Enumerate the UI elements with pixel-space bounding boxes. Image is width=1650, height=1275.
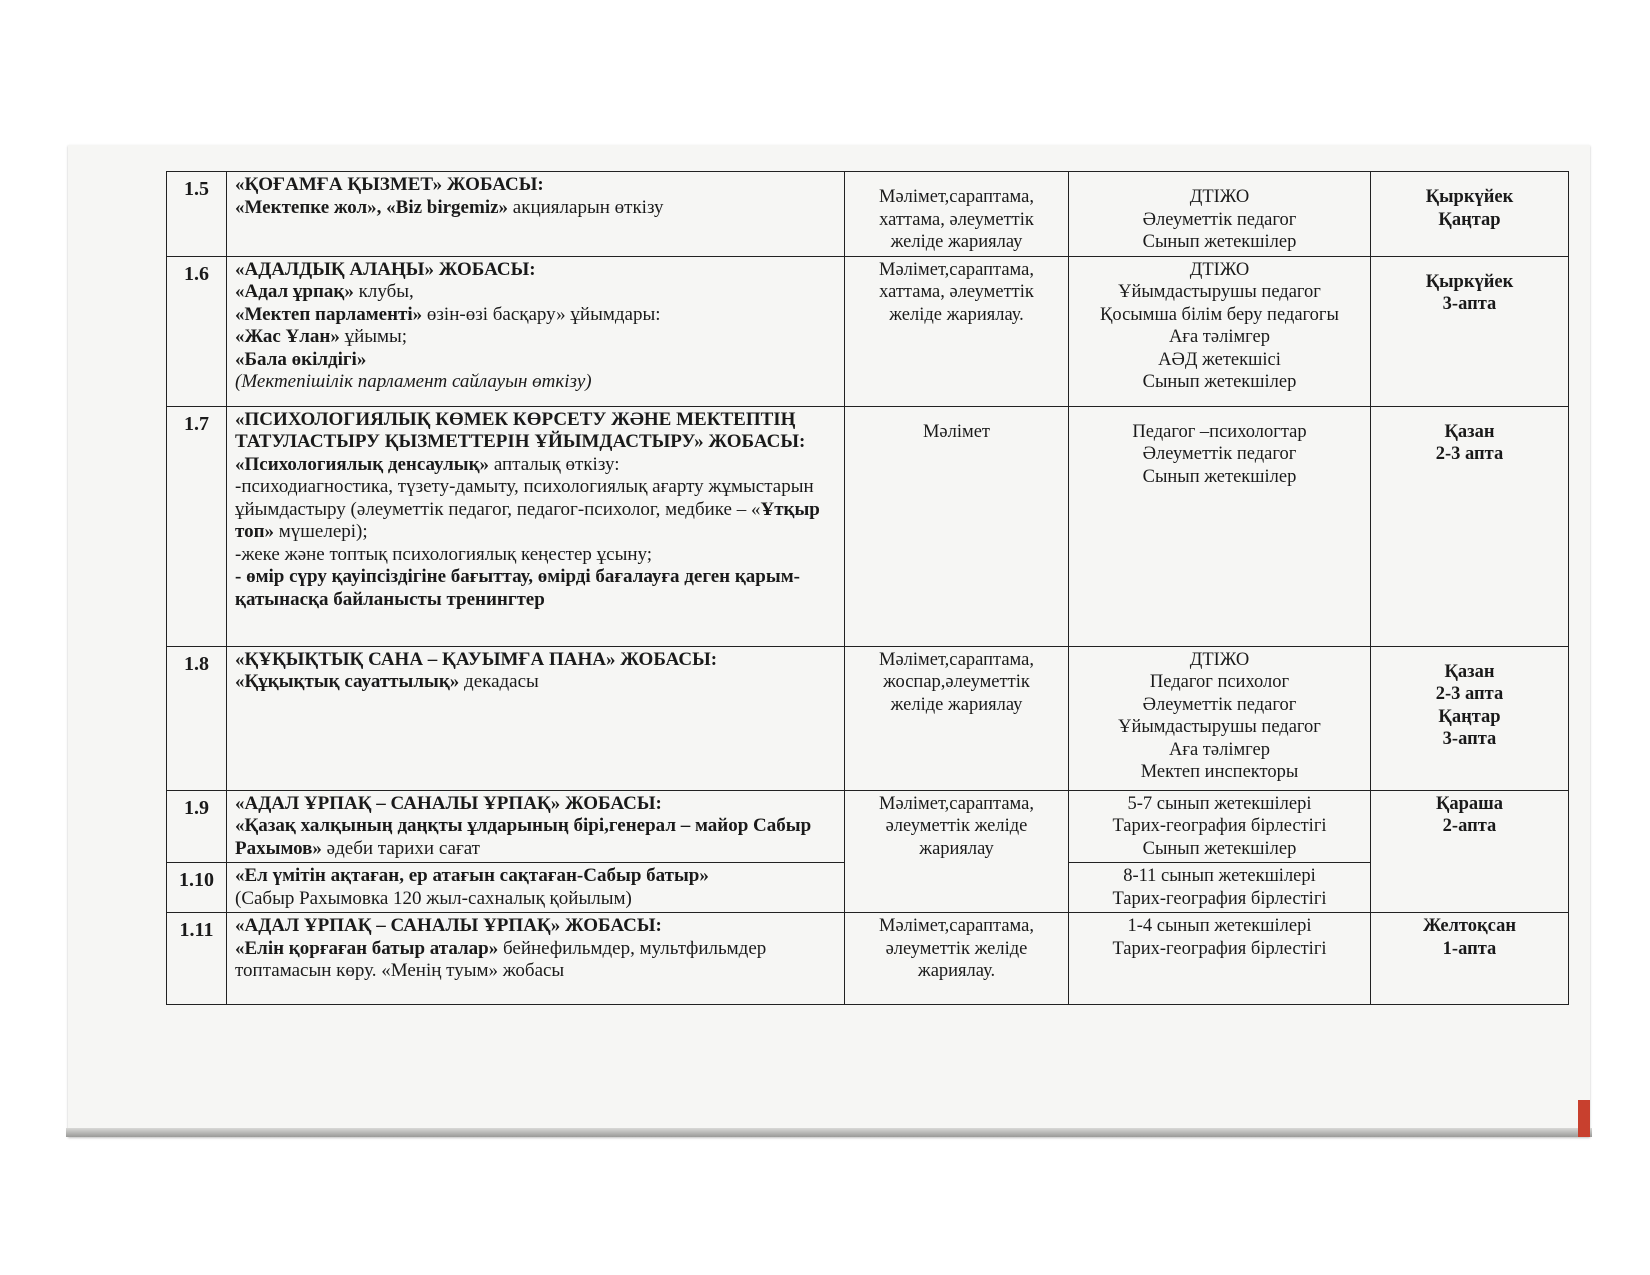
row-number: 1.9 — [167, 790, 227, 863]
project-title: «АДАЛ ҰРПАҚ – САНАЛЫ ҰРПАҚ» ЖОБАСЫ: — [235, 915, 662, 936]
project-title: «ПСИХОЛОГИЯЛЫҚ КӨМЕК КӨРСЕТУ ЖӘНЕ МЕКТЕПТІҢ ТАТУЛАСТЫРУ ҚЫЗМЕТТЕРІН ҰЙЫМДАСТЫРУ» ЖОБАСЫ: — [235, 408, 806, 452]
project-title: «АДАЛДЫҚ АЛАҢЫ» ЖОБАСЫ: — [235, 258, 536, 280]
responsible-cell: 1-4 сынып жетекшілері Тарих-география бірлестігі — [1069, 913, 1371, 1005]
responsible-cell: ДТІЖО Әлеуметтік педагог Сынып жетекшілер — [1069, 172, 1371, 257]
date-cell: Қыркүйек Қаңтар — [1371, 172, 1569, 257]
date-cell: Қазан 2-3 апта Қаңтар 3-апта — [1371, 646, 1569, 790]
result-cell: Мәлімет — [845, 406, 1069, 646]
table-row — [167, 646, 1569, 790]
table-row — [167, 172, 1569, 257]
row-number: 1.7 — [167, 406, 227, 646]
event-cell: «ҚҰҚЫҚТЫҚ САНА – ҚАУЫМҒА ПАНА» ЖОБАСЫ: «Құқықтық сауаттылық» декадасы — [227, 646, 845, 790]
red-strip — [1578, 1100, 1590, 1137]
row-number: 1.8 — [167, 646, 227, 790]
event-cell: «Ел үмітін ақтаған, ер атағын сақтаған-Сабыр батыр» (Сабыр Рахымовка 120 жыл-сахналық қойылым) — [227, 863, 845, 913]
project-title: «АДАЛ ҰРПАҚ – САНАЛЫ ҰРПАҚ» ЖОБАСЫ: — [235, 792, 662, 814]
row-number: 1.11 — [167, 913, 227, 1005]
row-number: 1.5 — [167, 172, 227, 257]
date-cell: Қараша 2-апта — [1371, 790, 1569, 913]
event-cell: «АДАЛ ҰРПАҚ – САНАЛЫ ҰРПАҚ» ЖОБАСЫ: «Елін қорғаған батыр аталар» бейнефильмдер, мультфильмдер топтамасын көру. «Менің туым» жобасы — [227, 913, 845, 1005]
table-row — [167, 406, 1569, 646]
event-cell: «АДАЛ ҰРПАҚ – САНАЛЫ ҰРПАҚ» ЖОБАСЫ: «Қазақ халқының даңқты ұлдарының бірі,генерал – майор Сабыр Рахымов» әдеби тарихи сағат — [227, 790, 845, 863]
event-line: «Мектепке жол», «Biz birgemiz» акцияларын өткізу — [235, 196, 664, 218]
date-cell: Қыркүйек 3-апта — [1371, 256, 1569, 406]
responsible-cell: 5-7 сынып жетекшілері Тарих-география бірлестігі Сынып жетекшілер — [1069, 790, 1371, 863]
table-row — [167, 913, 1569, 1005]
date-cell: Желтоқсан 1-апта — [1371, 913, 1569, 1005]
responsible-cell: ДТІЖО Педагог психолог Әлеуметтік педагог Ұйымдастырушы педагог Аға тәлімгер Мектеп инспекторы — [1069, 646, 1371, 790]
plan-table — [166, 171, 1569, 1005]
responsible-cell: Педагог –психологтар Әлеуметтік педагог Сынып жетекшілер — [1069, 406, 1371, 646]
responsible-cell: ДТІЖО Ұйымдастырушы педагог Қосымша білім беру педагогы Аға тәлімгер АӘД жетекшісі Сынып жетекшілер — [1069, 256, 1371, 406]
responsible-cell: 8-11 сынып жетекшілері Тарих-география бірлестігі — [1069, 863, 1371, 913]
italic-note: (Мектепішілік парламент сайлауын өткізу) — [235, 371, 592, 392]
table-row — [167, 256, 1569, 406]
event-cell — [227, 172, 845, 257]
row-number: 1.6 — [167, 256, 227, 406]
result-cell: Мәлімет,сараптама, хаттама, әлеуметтік желіде жариялау. — [845, 256, 1069, 406]
result-cell: Мәлімет,сараптама, хаттама, әлеуметтік желіде жариялау — [845, 172, 1069, 257]
table-row — [167, 790, 1569, 863]
result-cell: Мәлімет,сараптама, әлеуметтік желіде жариялау — [845, 790, 1069, 913]
paper-edge — [66, 1128, 1592, 1137]
result-cell: Мәлімет,сараптама, әлеуметтік желіде жариялау. — [845, 913, 1069, 1005]
result-cell: Мәлімет,сараптама, жоспар,әлеуметтік желіде жариялау — [845, 646, 1069, 790]
event-cell: «АДАЛДЫҚ АЛАҢЫ» ЖОБАСЫ: «Адал ұрпақ» клубы, «Мектеп парламенті» өзін-өзі басқару» ұйымдары: «Жас Ұлан» ұйымы; «Бала өкілдігі» (Мектепішілік парламент сайлауын өткізу) — [227, 256, 845, 406]
event-cell: «ПСИХОЛОГИЯЛЫҚ КӨМЕК КӨРСЕТУ ЖӘНЕ МЕКТЕПТІҢ ТАТУЛАСТЫРУ ҚЫЗМЕТТЕРІН ҰЙЫМДАСТЫРУ» ЖОБАСЫ: «Психологиялық денсаулық» апталық өткізу: -психодиагностика, түзету-дамыту, психологиялық ағарту жұмыстарын ұйымдастыру (әлеуметтік педагог, педагог-психолог, медбике – «Ұтқыр топ» мүшелері); -жеке және топтық психологиялық кеңестер ұсыну; - өмір сүру қауіпсіздігіне бағыттау, өмірді бағалауға деген қарым-қатынасқа байланысты тренингтер — [227, 406, 845, 646]
date-cell: Қазан 2-3 апта — [1371, 406, 1569, 646]
project-title: «ҚОҒАМҒА ҚЫЗМЕТ» ЖОБАСЫ: — [235, 174, 544, 195]
row-number: 1.10 — [167, 863, 227, 913]
project-title: «ҚҰҚЫҚТЫҚ САНА – ҚАУЫМҒА ПАНА» ЖОБАСЫ: — [235, 648, 718, 670]
